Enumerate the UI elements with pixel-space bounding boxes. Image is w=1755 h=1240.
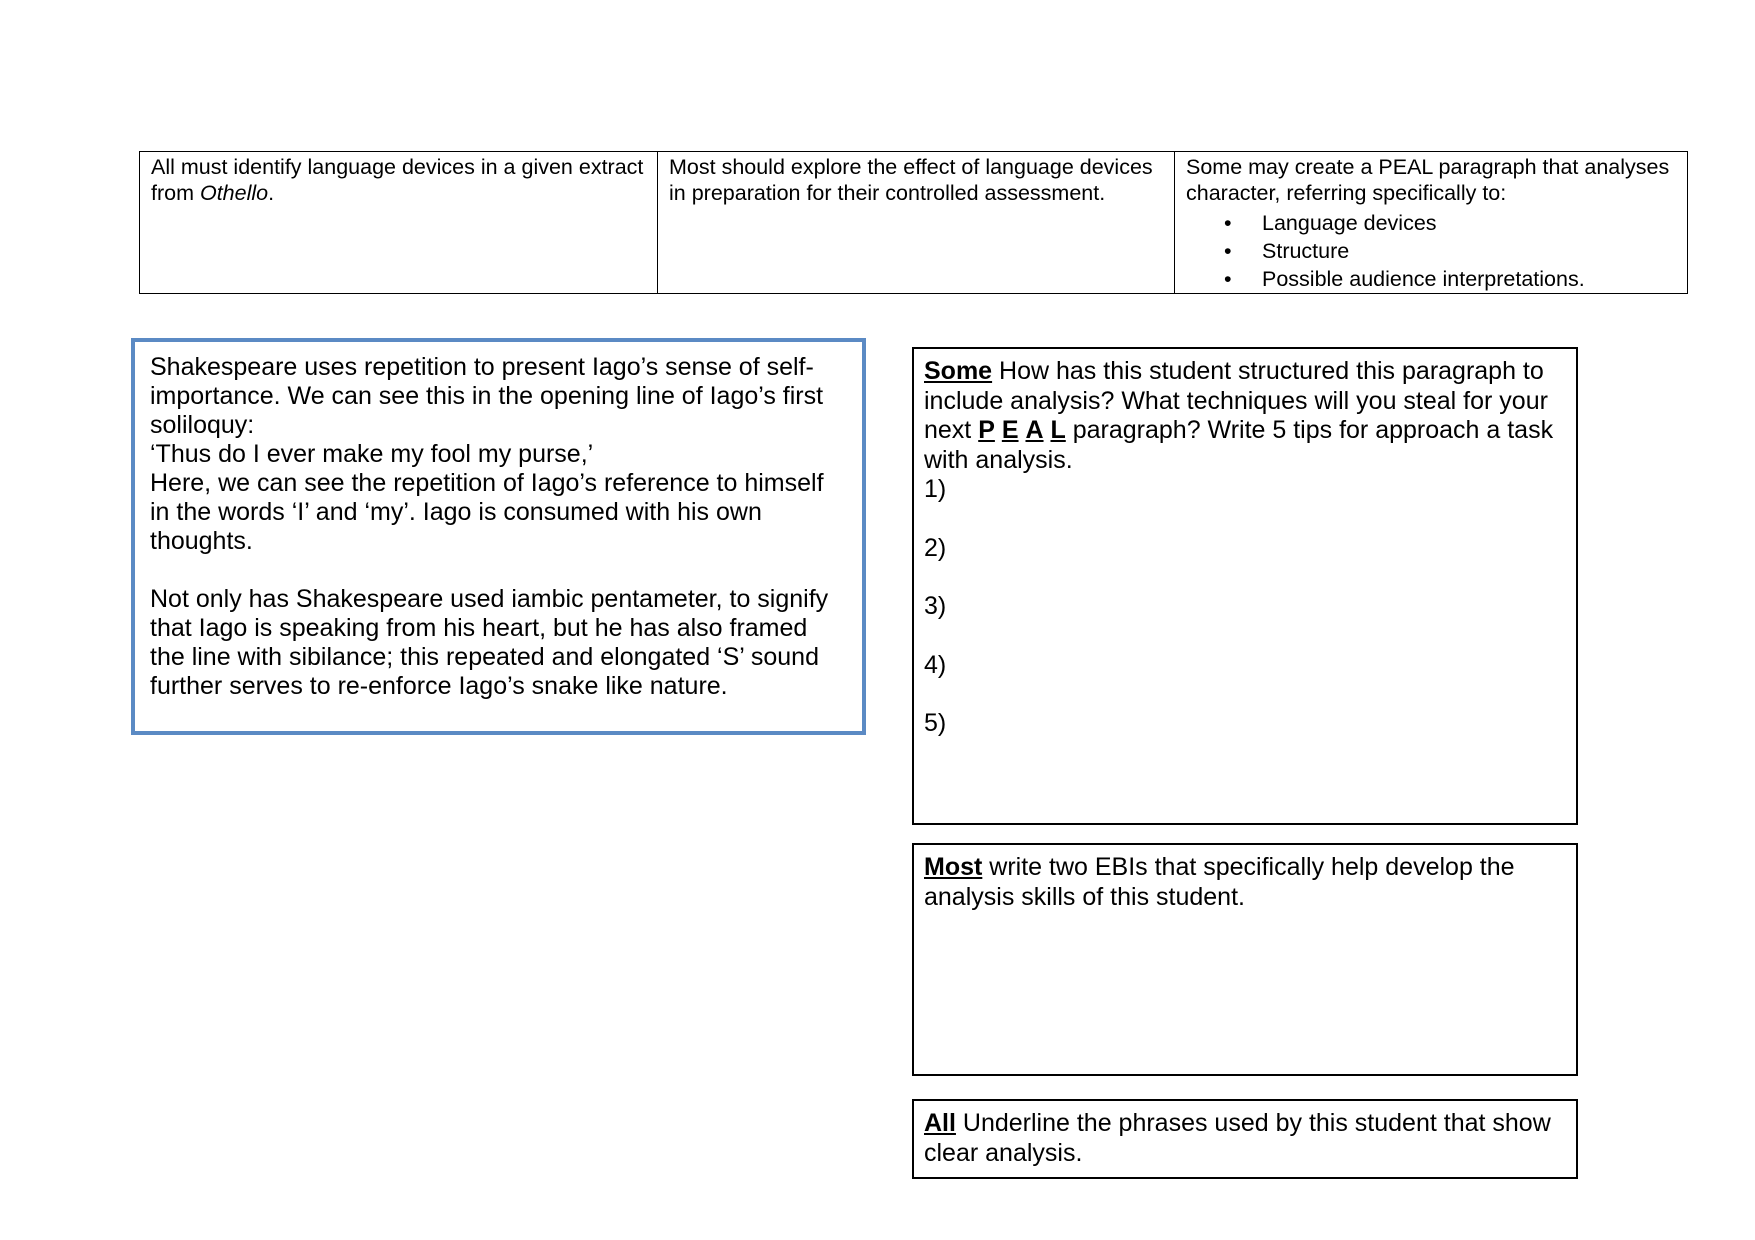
objective-all-title: Othello [199, 181, 269, 205]
student-paragraph-line: Shakespeare uses repetition to present Iago’s sense of self-importance. We can see this in the opening line of Iago’s first soliloquy: [150, 353, 824, 439]
objective-all-end: . [268, 181, 275, 205]
task-some-label: Some [924, 357, 993, 385]
peal-letter-a: A [1025, 416, 1044, 444]
student-paragraph-second: Not only has Shakespeare used iambic pentameter, to signify that Iago is speaking from his heart, but he has also framed the line with sibilance; this repeated and elongated ‘S’ sound further serves to re-enforce Iago’s snake like nature. [150, 585, 829, 700]
tip-item: 5) [924, 709, 947, 737]
bullet-icon: • [1224, 211, 1232, 235]
task-all-box [912, 1099, 1578, 1179]
task-all-text: Underline the phrases used by this student that show clear analysis. [924, 1109, 1551, 1167]
objective-all-text: All must identify language devices in a given extract from [151, 155, 644, 205]
task-some-text-end: paragraph? Write 5 tips for approach a task with analysis. [924, 416, 1554, 474]
objectives-table [139, 151, 1688, 294]
tip-item: 1) [924, 475, 947, 503]
peal-letter-p: P [978, 416, 995, 444]
peal-letter-l: L [1050, 416, 1066, 444]
objective-some-item-label: Structure [1262, 239, 1350, 263]
task-all-instructions [924, 1109, 1566, 1168]
tip-item: 2) [924, 533, 947, 562]
task-most-label: Most [924, 853, 983, 881]
tip-item: 3) [924, 592, 947, 620]
task-all-label: All [924, 1109, 956, 1137]
task-some-box [912, 347, 1578, 825]
objective-some-item-label: Possible audience interpretations. [1262, 267, 1585, 291]
objective-all-cell [140, 152, 658, 294]
objective-some-item [1224, 265, 1683, 293]
task-most-text: write two EBIs that specifically help develop the analysis skills of this student. [924, 853, 1515, 911]
task-some-text: How has this student structured this paragraph to include analysis? What techniques will you steal for your next [924, 357, 1548, 444]
objective-most-cell [658, 152, 1175, 294]
task-most-instructions [924, 853, 1566, 912]
task-most-box [912, 843, 1578, 1076]
bullet-icon: • [1224, 239, 1232, 263]
objective-some-list [1186, 209, 1683, 293]
student-paragraph-quote: ‘Thus do I ever make my fool my purse,’ [150, 440, 594, 468]
objectives-row [140, 152, 1688, 294]
objective-some-item [1224, 209, 1683, 237]
objective-some-item [1224, 237, 1683, 265]
objective-most-text: Most should explore the effect of language devices in preparation for their controlled assessment. [669, 155, 1153, 205]
student-paragraph-box [131, 338, 866, 735]
student-paragraph-line: Here, we can see the repetition of Iago’s reference to himself in the words ‘I’ and ‘my’. Iago is consumed with his own thoughts. [150, 469, 824, 555]
tip-item: 4) [924, 650, 947, 679]
objective-some-intro: Some may create a PEAL paragraph that analyses character, referring specifically to: [1186, 155, 1670, 205]
objective-some-item-label: Language devices [1262, 211, 1437, 235]
objective-some-cell [1175, 152, 1688, 294]
tips-list [924, 475, 1566, 739]
peal-letter-e: E [1001, 416, 1019, 444]
bullet-icon: • [1224, 267, 1232, 291]
task-some-instructions [924, 357, 1566, 475]
